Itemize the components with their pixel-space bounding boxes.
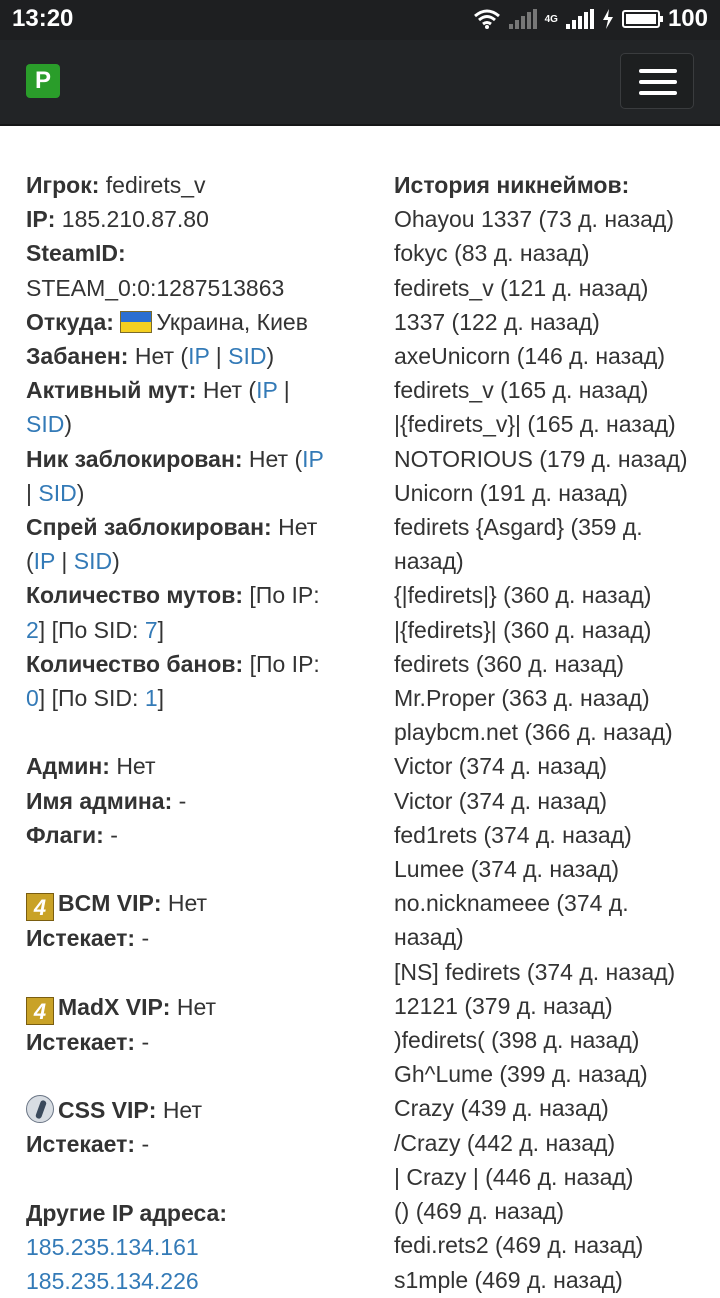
- admin-name-row: [26, 784, 366, 818]
- player-info: [26, 168, 366, 1298]
- spacer: [26, 1059, 366, 1093]
- player-row: [26, 168, 366, 202]
- nickname-history: [394, 168, 714, 1297]
- bcm-vip-label: BCM VIP:: [58, 890, 162, 917]
- spray-ip-link[interactable]: IP: [33, 548, 55, 575]
- history-item: Mr.Proper (363 д. назад): [394, 685, 650, 712]
- bcm-expires-value: -: [141, 925, 150, 952]
- steamid-value: STEAM_0:0:1287513863: [26, 274, 285, 301]
- history-item: fedirets (360 д. назад): [394, 650, 625, 677]
- admin-value: Нет: [116, 753, 156, 780]
- history-item: fedirets_v (121 д. назад): [394, 274, 649, 301]
- steamid-label-row: [26, 236, 366, 270]
- history-item: {|fedirets|} (360 д. назад): [394, 582, 652, 609]
- history-item: playbcm.net (366 д. назад): [394, 719, 673, 746]
- history-item: назад): [394, 924, 464, 951]
- history-item: fedirets_v (165 д. назад): [394, 377, 649, 404]
- status-bar: [0, 0, 720, 40]
- history-title: [394, 168, 714, 202]
- menu-toggle-button[interactable]: [620, 53, 694, 109]
- mute-sid-link[interactable]: SID: [26, 411, 65, 438]
- history-item: Lumee (374 д. назад): [394, 856, 619, 883]
- bcm-expires-row: [26, 921, 366, 955]
- nick-ip-link[interactable]: IP: [302, 445, 324, 472]
- madx-vip-icon: 4: [26, 997, 54, 1025]
- madx-expires-label: Истекает:: [26, 1028, 136, 1055]
- admin-name-label: Имя админа:: [26, 787, 173, 814]
- history-title-text: История никнеймов:: [394, 172, 630, 198]
- spray-value: Нет: [278, 514, 318, 541]
- nick-row: Ник заблокирован: Нет (IP | SID): [26, 445, 324, 506]
- bans-count-row: Количество банов: [По IP: 0] [По SID: 1]: [26, 650, 320, 712]
- madx-vip-value: Нет: [176, 993, 217, 1020]
- spacer: [26, 1161, 366, 1195]
- history-item: Crazy (439 д. назад): [394, 1095, 609, 1122]
- player-label: Игрок:: [26, 172, 100, 198]
- signal-sim1-icon: [509, 9, 537, 29]
- banned-ip-link[interactable]: IP: [188, 343, 210, 370]
- other-ip-link[interactable]: 185.235.134.161: [26, 1233, 199, 1260]
- bans-count-label: Количество банов:: [26, 650, 244, 677]
- history-item: Ohayou 1337 (73 д. назад): [394, 206, 674, 233]
- bans-sid-link[interactable]: 1: [144, 685, 158, 712]
- other-ip-link[interactable]: 185.235.134.226: [26, 1268, 199, 1295]
- signal-sim2-icon: [566, 9, 594, 29]
- history-item: |{fedirets}| (360 д. назад): [394, 616, 652, 643]
- history-item: 1337 (122 д. назад): [394, 308, 600, 335]
- history-item: назад): [394, 548, 464, 575]
- ukraine-flag-icon: [120, 311, 152, 333]
- css-vip-label: CSS VIP:: [58, 1097, 157, 1124]
- spacer: [26, 955, 366, 989]
- charging-icon: [602, 9, 614, 29]
- spacer: [26, 715, 366, 749]
- player-value: fedirets_v: [105, 172, 206, 198]
- history-item: )fedirets( (398 д. назад): [394, 1027, 640, 1054]
- nick-value: Нет: [248, 445, 289, 472]
- from-value: Украина, Киев: [156, 308, 308, 335]
- history-item: NOTORIOUS (179 д. назад): [394, 445, 688, 472]
- bans-sid-prefix: [По SID:: [51, 685, 139, 712]
- admin-row: [26, 749, 366, 783]
- history-item: no.nicknameee (374 д.: [394, 890, 629, 917]
- mutes-sid-link[interactable]: 7: [144, 616, 158, 643]
- flags-value: -: [110, 821, 118, 848]
- mutes-sid-prefix: [По SID:: [51, 616, 139, 643]
- nick-sid-link[interactable]: SID: [38, 479, 77, 506]
- history-item: () (469 д. назад): [394, 1198, 564, 1225]
- madx-expires-value: -: [141, 1028, 150, 1055]
- mute-row: Активный мут: Нет (IP | SID): [26, 377, 290, 438]
- history-item: 12121 (379 д. назад): [394, 992, 613, 1019]
- bcm-vip-row: [26, 886, 366, 921]
- banned-sid-link[interactable]: SID: [228, 343, 267, 370]
- mute-value: Нет: [202, 377, 242, 404]
- bans-ip-link[interactable]: 0: [26, 685, 39, 712]
- ip-value: 185.210.87.80: [61, 206, 209, 233]
- ip-row: [26, 202, 366, 236]
- history-item: Victor (374 д. назад): [394, 753, 608, 780]
- css-vip-row: [26, 1093, 366, 1127]
- other-ips-label: Другие IP адреса:: [26, 1199, 227, 1226]
- navbar: [0, 40, 720, 126]
- css-vip-value: Нет: [162, 1097, 202, 1124]
- history-item: fedirets {Asgard} (359 д.: [394, 514, 643, 541]
- history-list: [394, 202, 714, 1297]
- mute-ip-link[interactable]: IP: [256, 377, 278, 404]
- history-item: s1mple (469 д. назад): [394, 1266, 623, 1293]
- status-icons: [473, 5, 708, 33]
- bans-ip-prefix: [По IP:: [249, 650, 320, 677]
- mutes-ip-prefix: [По IP:: [249, 582, 320, 609]
- from-label: Откуда:: [26, 308, 114, 335]
- history-item: /Crazy (442 д. назад): [394, 1129, 616, 1156]
- mute-label: Активный мут:: [26, 377, 197, 404]
- history-item: Unicorn (191 д. назад): [394, 479, 628, 506]
- battery-icon: [622, 10, 660, 28]
- admin-label: Админ:: [26, 753, 110, 780]
- css-expires-value: -: [141, 1131, 150, 1158]
- site-logo[interactable]: P: [26, 64, 60, 98]
- wifi-icon: [473, 8, 501, 30]
- history-item: fed1rets (374 д. назад): [394, 821, 632, 848]
- status-time: 13:20: [12, 5, 74, 32]
- bcm-vip-icon: 4: [26, 893, 54, 921]
- history-item: Gh^Lume (399 д. назад): [394, 1061, 648, 1088]
- hamburger-line: [639, 80, 677, 84]
- history-item: Victor (374 д. назад): [394, 787, 608, 814]
- history-item: fedi.rets2 (469 д. назад): [394, 1232, 644, 1259]
- banned-row: Забанен: Нет (IP | SID): [26, 343, 275, 370]
- steamid-label: SteamID:: [26, 240, 126, 267]
- hamburger-icon: [639, 69, 677, 73]
- spacer: [26, 852, 366, 886]
- bcm-expires-label: Истекает:: [26, 925, 136, 952]
- admin-name-value: -: [178, 787, 187, 814]
- other-ips-row: [26, 1196, 366, 1230]
- flags-label: Флаги:: [26, 821, 104, 848]
- css-vip-icon: [26, 1095, 54, 1123]
- banned-value: Нет: [134, 343, 174, 370]
- network-type: 4G: [544, 13, 558, 25]
- spray-label: Спрей заблокирован:: [26, 514, 272, 541]
- nick-label: Ник заблокирован:: [26, 445, 243, 472]
- mutes-ip-link[interactable]: 2: [26, 616, 39, 643]
- history-item: [NS] fedirets (374 д. назад): [394, 958, 676, 985]
- history-item: | Crazy | (446 д. назад): [394, 1163, 634, 1190]
- history-item: axeUnicorn (146 д. назад): [394, 343, 666, 370]
- spray-row: Спрей заблокирован: Нет (IP | SID): [26, 514, 318, 575]
- flags-row: [26, 818, 366, 852]
- css-expires-row: [26, 1127, 366, 1161]
- history-item: |{fedirets_v}| (165 д. назад): [394, 411, 676, 438]
- madx-vip-row: [26, 990, 366, 1025]
- mutes-count-label: Количество мутов:: [26, 582, 244, 609]
- history-item: fokyc (83 д. назад): [394, 240, 590, 267]
- bcm-vip-value: Нет: [167, 890, 208, 917]
- spray-sid-link[interactable]: SID: [73, 548, 113, 575]
- banned-label: Забанен:: [26, 343, 129, 370]
- battery-level: 100: [667, 5, 708, 32]
- madx-expires-row: [26, 1025, 366, 1059]
- from-row: [26, 305, 366, 339]
- madx-vip-label: MadX VIP:: [58, 993, 171, 1020]
- mutes-count-row: Количество мутов: [По IP: 2] [По SID: 7]: [26, 582, 320, 643]
- css-expires-label: Истекает:: [26, 1131, 136, 1158]
- hamburger-line: [639, 91, 677, 95]
- ip-label: IP:: [26, 206, 56, 233]
